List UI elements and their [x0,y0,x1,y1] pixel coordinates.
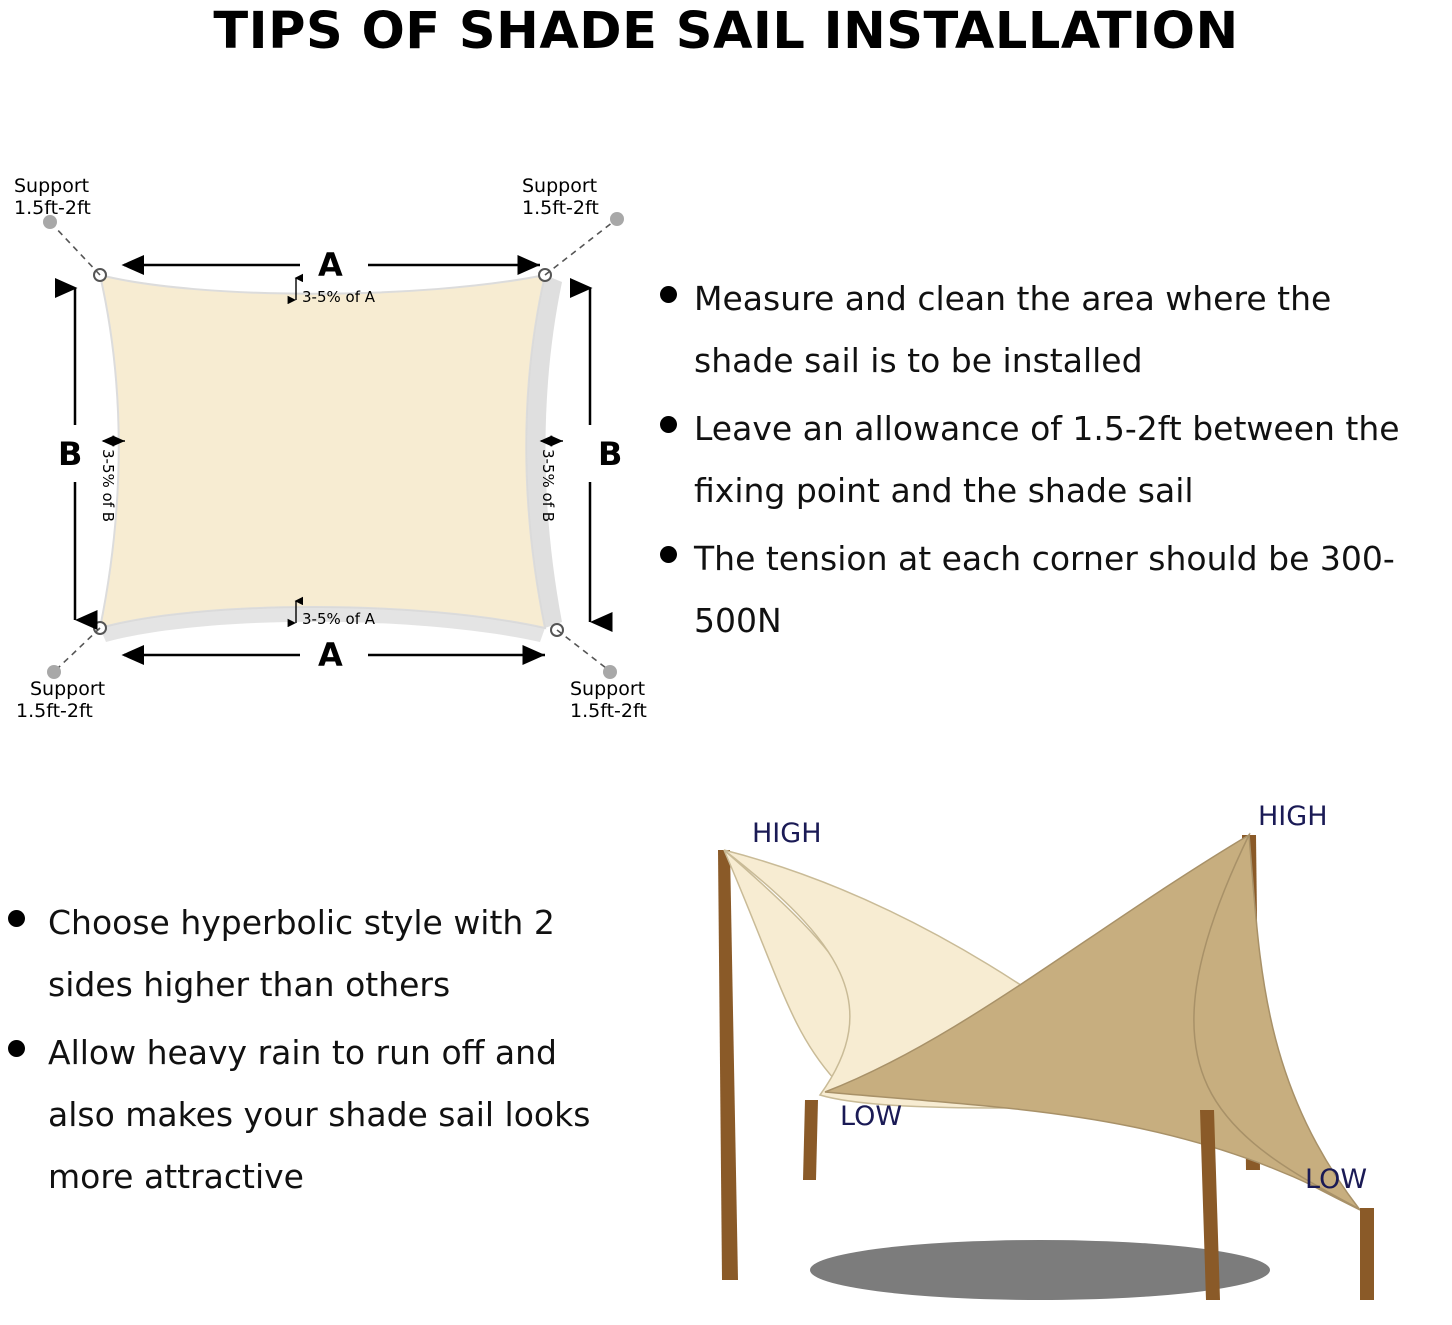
installation-tips-list-top [650,268,1440,658]
installation-tips-list-bottom [0,892,620,1214]
svg-text:1.5ft-2ft: 1.5ft-2ft [570,700,647,722]
svg-text:1.5ft-2ft: 1.5ft-2ft [16,700,93,722]
svg-text:Support: Support [14,175,90,197]
list-item: The tension at each corner should be 300-500N [650,528,1440,652]
support-label-bottom-right [570,678,647,722]
svg-text:3-5% of A: 3-5% of A [302,610,376,628]
list-item: Allow heavy rain to run off and also makes your shade sail looks more attractive [0,1022,620,1208]
svg-text:1.5ft-2ft: 1.5ft-2ft [14,197,91,219]
sail-shape [100,275,562,642]
svg-text:3-5% of B: 3-5% of B [539,449,557,523]
shade-sail-measurement-diagram [0,160,660,740]
dimension-right-b [590,288,622,622]
pole-front-right [1360,1208,1374,1300]
dimension-bottom-a [124,636,545,674]
svg-text:Support: Support [522,175,598,197]
page-title: TIPS OF SHADE SAIL INSTALLATION [213,2,1239,61]
list-item: Measure and clean the area where the shade sail is to be installed [650,268,1440,392]
svg-text:B: B [58,435,83,473]
curve-callout-right [539,441,563,522]
pole-front-left [803,1100,818,1180]
svg-text:Support: Support [570,678,646,700]
list-item: Leave an allowance of 1.5-2ft between the fixing point and the shade sail [650,398,1440,522]
svg-text:B: B [598,435,623,473]
label-high-left: HIGH [752,818,822,849]
svg-text:A: A [318,246,343,284]
dimension-top-a [124,246,540,284]
list-item: Choose hyperbolic style with 2 sides higher than others [0,892,620,1016]
label-high-right: HIGH [1258,801,1328,832]
support-label-top-right [522,175,599,219]
ground-shadow [810,1240,1270,1300]
dimension-left-b [58,288,82,620]
svg-text:3-5% of B: 3-5% of B [99,449,117,523]
svg-text:A: A [318,636,343,674]
pole-back-left [718,850,738,1280]
svg-text:Support: Support [30,678,106,700]
support-label-top-left [14,175,91,219]
hyperbolic-shade-sail-diagram [660,780,1452,1325]
support-label-bottom-left [16,678,105,722]
label-low-right: LOW [1305,1164,1368,1195]
label-low-left: LOW [840,1101,903,1132]
svg-text:3-5% of A: 3-5% of A [302,288,376,306]
svg-text:1.5ft-2ft: 1.5ft-2ft [522,197,599,219]
